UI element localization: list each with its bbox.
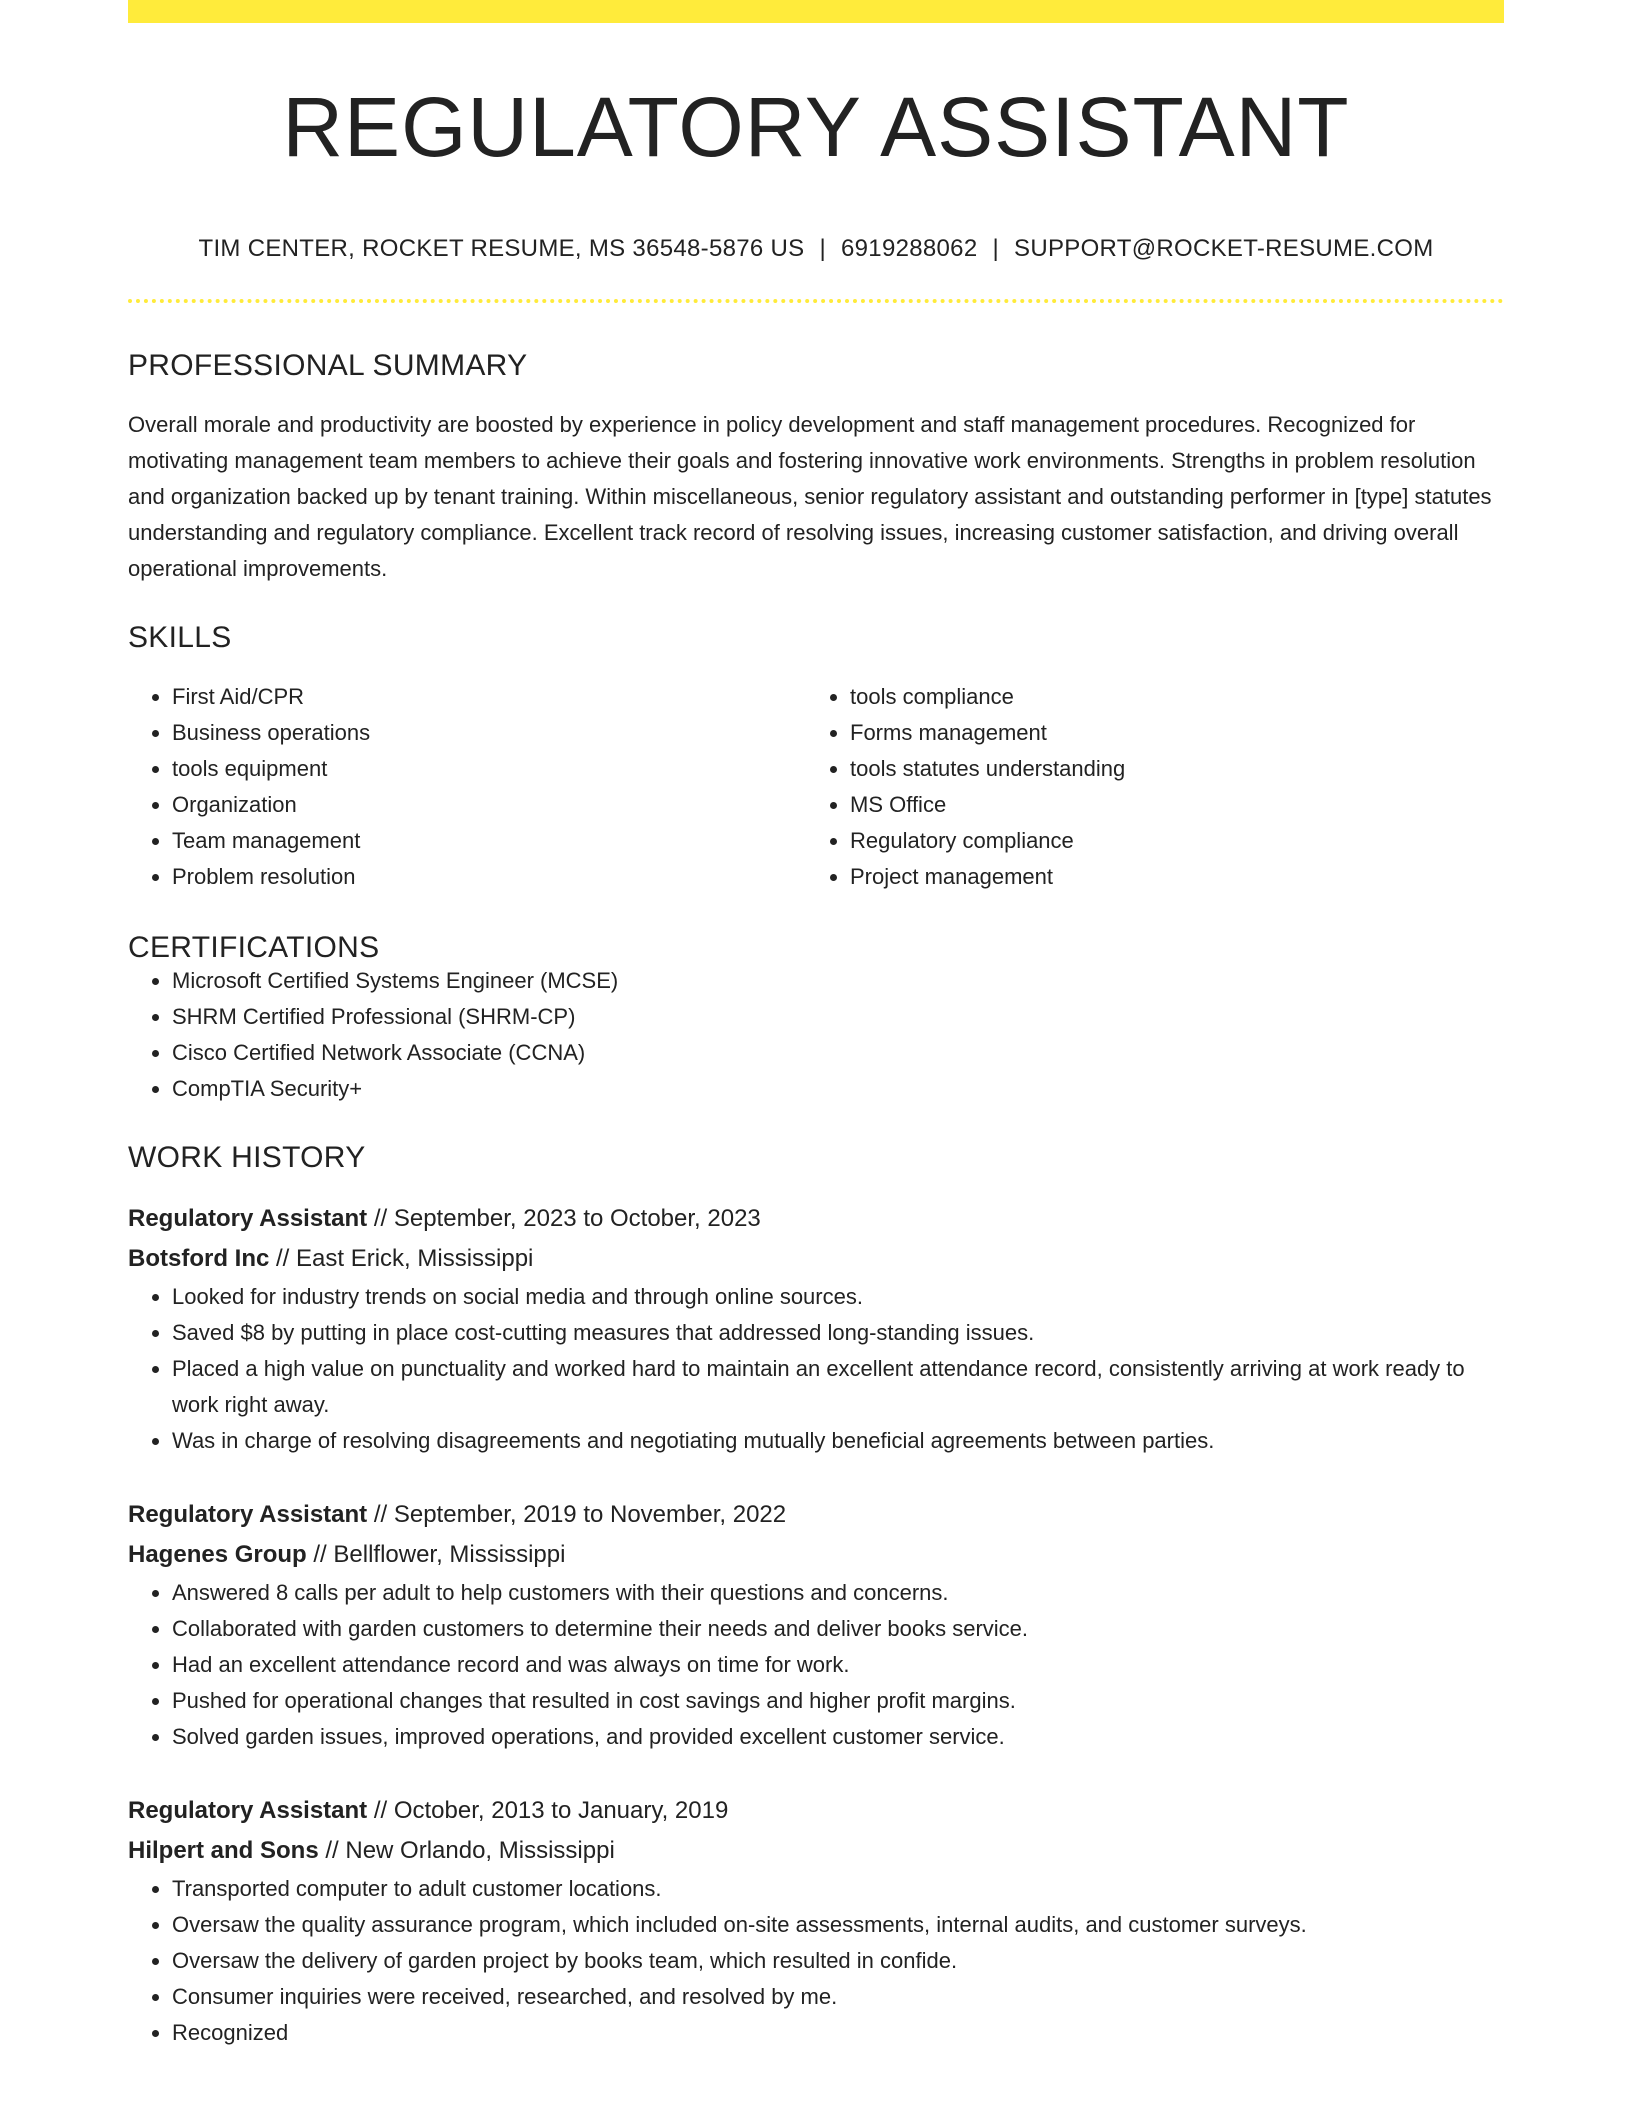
skills-list-right: [806, 679, 1484, 895]
job-duty: • Answered 8 calls per adult to help customers with their questions and concerns.: [172, 1575, 1504, 1611]
job-entry: [128, 1791, 1504, 2051]
job-duty: • Oversaw the quality assurance program, which included on-site assessments, internal audits, and customer surveys.: [172, 1907, 1504, 1943]
skill-item: • tools compliance: [850, 679, 1484, 715]
job-company: Hilpert and Sons: [128, 1837, 319, 1864]
skill-item: • First Aid/CPR: [172, 679, 806, 715]
job-duties-list: [128, 1575, 1504, 1755]
contact-line: [128, 237, 1504, 261]
job-title-line: [128, 1199, 1504, 1239]
work-history-heading: WORK HISTORY: [128, 1141, 366, 1174]
job-duty: • Saved $8 by putting in place cost-cutting measures that addressed long-standing issues.: [172, 1315, 1504, 1351]
skill-item: • Organization: [172, 787, 806, 823]
job-duty: • Solved garden issues, improved operations, and provided excellent customer service.: [172, 1719, 1504, 1755]
job-dates: // September, 2023 to October, 2023: [373, 1205, 761, 1232]
job-duty: • Pushed for operational changes that resulted in cost savings and higher profit margins.: [172, 1683, 1504, 1719]
skill-item: • Project management: [850, 859, 1484, 895]
contact-email: SUPPORT@ROCKET-RESUME.COM: [1014, 235, 1434, 262]
skills-grid: [128, 679, 1504, 895]
skill-item: • Regulatory compliance: [850, 823, 1484, 859]
skill-item: • Team management: [172, 823, 806, 859]
job-duty: • Had an excellent attendance record and was always on time for work.: [172, 1647, 1504, 1683]
contact-address: TIM CENTER, ROCKET RESUME, MS 36548-5876 US: [198, 235, 805, 262]
summary-heading: PROFESSIONAL SUMMARY: [128, 349, 528, 382]
certification-item: • SHRM Certified Professional (SHRM-CP): [172, 999, 1504, 1035]
skills-column-left: [128, 679, 806, 895]
job-entry: [128, 1199, 1504, 1459]
skill-item: • Business operations: [172, 715, 806, 751]
job-company-line: [128, 1239, 1504, 1279]
contact-separator: |: [819, 235, 826, 262]
certification-item: • CompTIA Security+: [172, 1071, 1504, 1107]
contact-phone: 6919288062: [841, 235, 978, 262]
job-location: // East Erick, Mississippi: [276, 1245, 534, 1272]
job-company: Botsford Inc: [128, 1245, 270, 1272]
top-accent-bar: [128, 0, 1504, 23]
job-title: Regulatory Assistant: [128, 1797, 368, 1824]
job-title-line: [128, 1791, 1504, 1831]
skill-item: • tools statutes understanding: [850, 751, 1484, 787]
job-duties-list: [128, 1871, 1504, 2051]
job-duty: • Collaborated with garden customers to determine their needs and deliver books service.: [172, 1611, 1504, 1647]
job-dates: // October, 2013 to January, 2019: [373, 1797, 729, 1824]
skill-item: • tools equipment: [172, 751, 806, 787]
job-location: // New Orlando, Mississippi: [325, 1837, 615, 1864]
job-dates: // September, 2019 to November, 2022: [373, 1501, 787, 1528]
job-duty: • Looked for industry trends on social media and through online sources.: [172, 1279, 1504, 1315]
job-company-line: [128, 1831, 1504, 1871]
job-duty: • Placed a high value on punctuality and worked hard to maintain an excellent attendance record, consistently arriving at work ready to work right away.: [172, 1351, 1504, 1423]
job-duty: • Was in charge of resolving disagreements and negotiating mutually beneficial agreements between parties.: [172, 1423, 1504, 1459]
job-title-line: [128, 1495, 1504, 1535]
skills-column-right: [806, 679, 1484, 895]
resume-title: REGULATORY ASSISTANT: [282, 80, 1350, 174]
resume-page: [128, 0, 1504, 2051]
certification-item: • Microsoft Certified Systems Engineer (MCSE): [172, 963, 1504, 999]
skill-item: • Problem resolution: [172, 859, 806, 895]
job-title: Regulatory Assistant: [128, 1205, 368, 1232]
summary-text: Overall morale and productivity are boosted by experience in policy development and staff management procedures. Recognized for motivating management team members to achieve their goals and fostering innovative work environments. Strengths in problem resolution and organization backed up by tenant training. Within miscellaneous, senior regulatory assistant and outstanding performer in [type] statutes understanding and regulatory compliance. Excellent track record of resolving issues, increasing customer satisfaction, and driving overall operational improvements.: [128, 412, 1492, 581]
job-duty: • Oversaw the delivery of garden project by books team, which resulted in confide.: [172, 1943, 1504, 1979]
job-duty: • Recognized: [172, 2015, 1504, 2051]
job-duty: • Consumer inquiries were received, researched, and resolved by me.: [172, 1979, 1504, 2015]
skills-list-left: [128, 679, 806, 895]
job-company-line: [128, 1535, 1504, 1575]
job-title: Regulatory Assistant: [128, 1501, 368, 1528]
job-location: // Bellflower, Mississippi: [313, 1541, 566, 1568]
certifications-heading: CERTIFICATIONS: [128, 931, 380, 964]
certifications-list: [128, 963, 1504, 1107]
job-duties-list: [128, 1279, 1504, 1459]
job-entry: [128, 1495, 1504, 1755]
header-divider: [128, 299, 1504, 303]
job-duty: • Transported computer to adult customer locations.: [172, 1871, 1504, 1907]
job-company: Hagenes Group: [128, 1541, 307, 1568]
skill-item: • Forms management: [850, 715, 1484, 751]
skill-item: • MS Office: [850, 787, 1484, 823]
certification-item: • Cisco Certified Network Associate (CCNA): [172, 1035, 1504, 1071]
skills-heading: SKILLS: [128, 621, 232, 654]
contact-separator: |: [992, 235, 1000, 262]
